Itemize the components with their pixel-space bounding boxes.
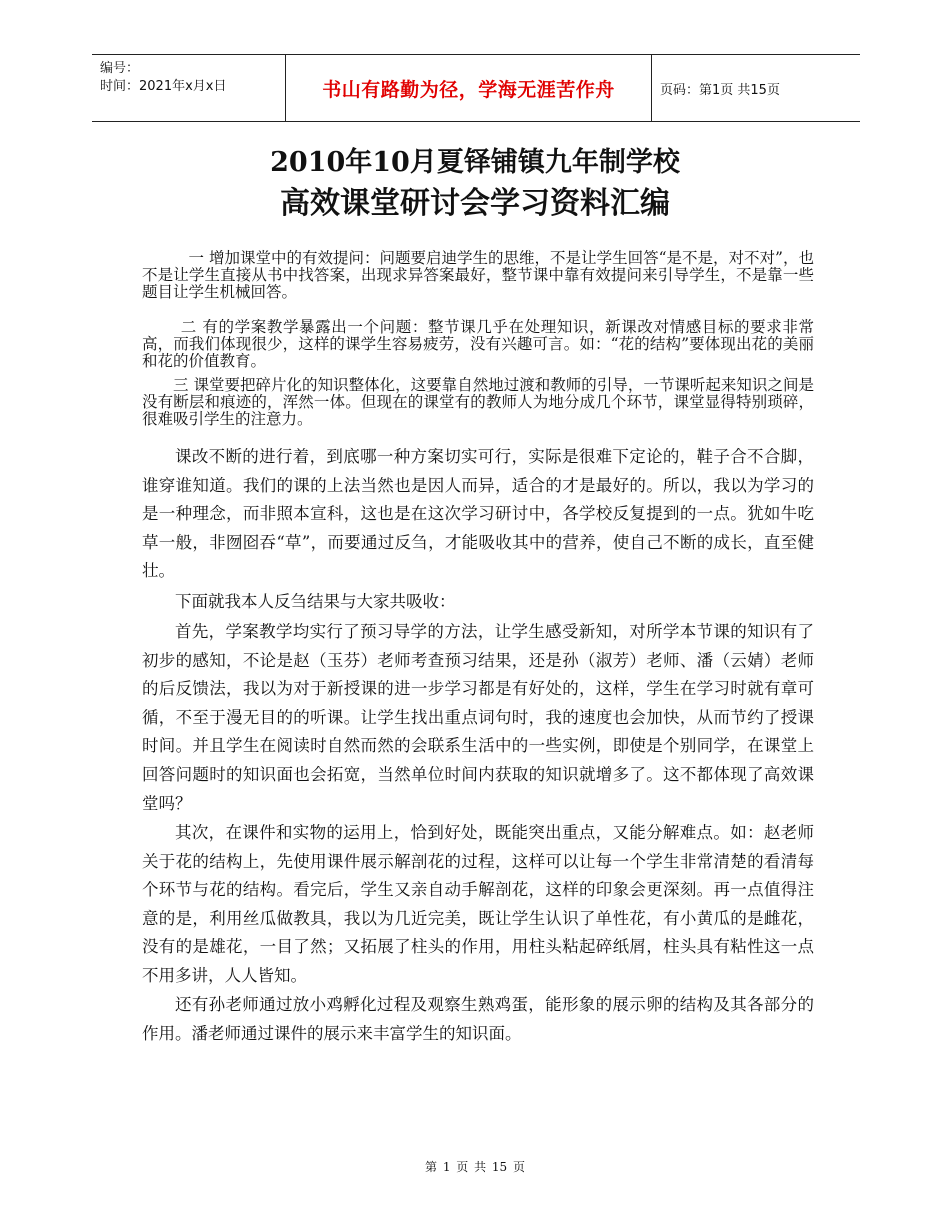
page-header bbox=[92, 54, 860, 122]
point-three: 三 课堂要把碎片化的知识整体化，这要靠自然地过渡和教师的引导，一节课听起来知识之间是没有断层和痕迹的，浑然一体。但现在的课堂有的教师人为地分成几个环节，课堂显得特别琐碎，很难吸引学生的注意力。 bbox=[142, 376, 814, 429]
point-two: 二 有的学案教学暴露出一个问题：整节课几乎在处理知识，新课改对情感目标的要求非常高，而我们体现很少，这样的课学生容易疲劳，没有兴趣可言。如：“花的结构”要体现出花的美丽和花的价值教育。 bbox=[142, 318, 814, 371]
header-meta bbox=[92, 55, 285, 121]
body-paragraph: 其次，在课件和实物的运用上，恰到好处，既能突出重点，又能分解难点。如：赵老师关于花的结构上，先使用课件展示解剖花的过程，这样可以让每一个学生非常清楚的看清每个环节与花的结构。看完后，学生又亲自动手解剖花，这样的印象会更深刻。再一点值得注意的是，利用丝瓜做教具，我以为几近完美，既让学生认识了单性花，有小黄瓜的是雌花，没有的是雄花，一目了然；又拓展了柱头的作用，用柱头粘起碎纸屑，柱头具有粘性这一点不用多讲，人人皆知。 bbox=[142, 823, 814, 985]
time-label: 时间：2021年x月x日 bbox=[100, 79, 227, 94]
point-one: 一 增加课堂中的有效提问：问题要启迪学生的思维，不是让学生回答“是不是，对不对”，也不是让学生直接从书中找答案，出现求异答案最好，整节课中靠有效提问来引导学生，不是靠一些题目让学生机械回答。 bbox=[142, 249, 814, 302]
page-footer: 第 1 页 共 15 页 bbox=[425, 1160, 525, 1174]
number-label: 编号： bbox=[100, 61, 140, 76]
header-page-info: 页码：第1页 共15页 bbox=[660, 82, 780, 98]
header-motto: 书山有路勤为径，学海无涯苦作舟 bbox=[285, 55, 652, 121]
body-paragraph: 课改不断的进行着，到底哪一种方案切实可行，实际是很难下定论的，鞋子合不合脚，谁穿谁知道。我们的课的上法当然也是因人而异，适合的才是最好的。所以，我以为学习的是一种理念，而非照本宣科，这也是在这次学习研讨中，各学校反复提到的一点。犹如牛吃草一般，非囫囵吞“草”，而要通过反刍，才能吸收其中的营养，使自己不断的成长，直至健壮。 bbox=[142, 447, 814, 581]
document-title-line1: 2010年10月夏铎铺镇九年制学校 bbox=[270, 147, 680, 178]
body-paragraph: 还有孙老师通过放小鸡孵化过程及观察生熟鸡蛋，能形象的展示卵的结构及其各部分的作用。潘老师通过课件的展示来丰富学生的知识面。 bbox=[142, 995, 814, 1043]
body-paragraph: 首先，学案教学均实行了预习导学的方法，让学生感受新知，对所学本节课的知识有了初步的感知，不论是赵（玉芬）老师考查预习结果，还是孙（淑芳）老师、潘（云婧）老师的后反馈法，我以为对于新授课的进一步学习都是有好处的，这样，学生在学习时就有章可循，不至于漫无目的的听课。让学生找出重点词句时，我的速度也会加快，从而节约了授课时间。并且学生在阅读时自然而然的会联系生活中的一些实例，即使是个别同学，在课堂上回答问题时的知识面也会拓宽，当然单位时间内获取的知识就增多了。这不都体现了高效课堂吗？ bbox=[142, 622, 814, 813]
document-title-line2: 高效课堂研讨会学习资料汇编 bbox=[280, 186, 670, 221]
body-paragraph: 下面就我本人反刍结果与大家共吸收： bbox=[175, 592, 456, 611]
